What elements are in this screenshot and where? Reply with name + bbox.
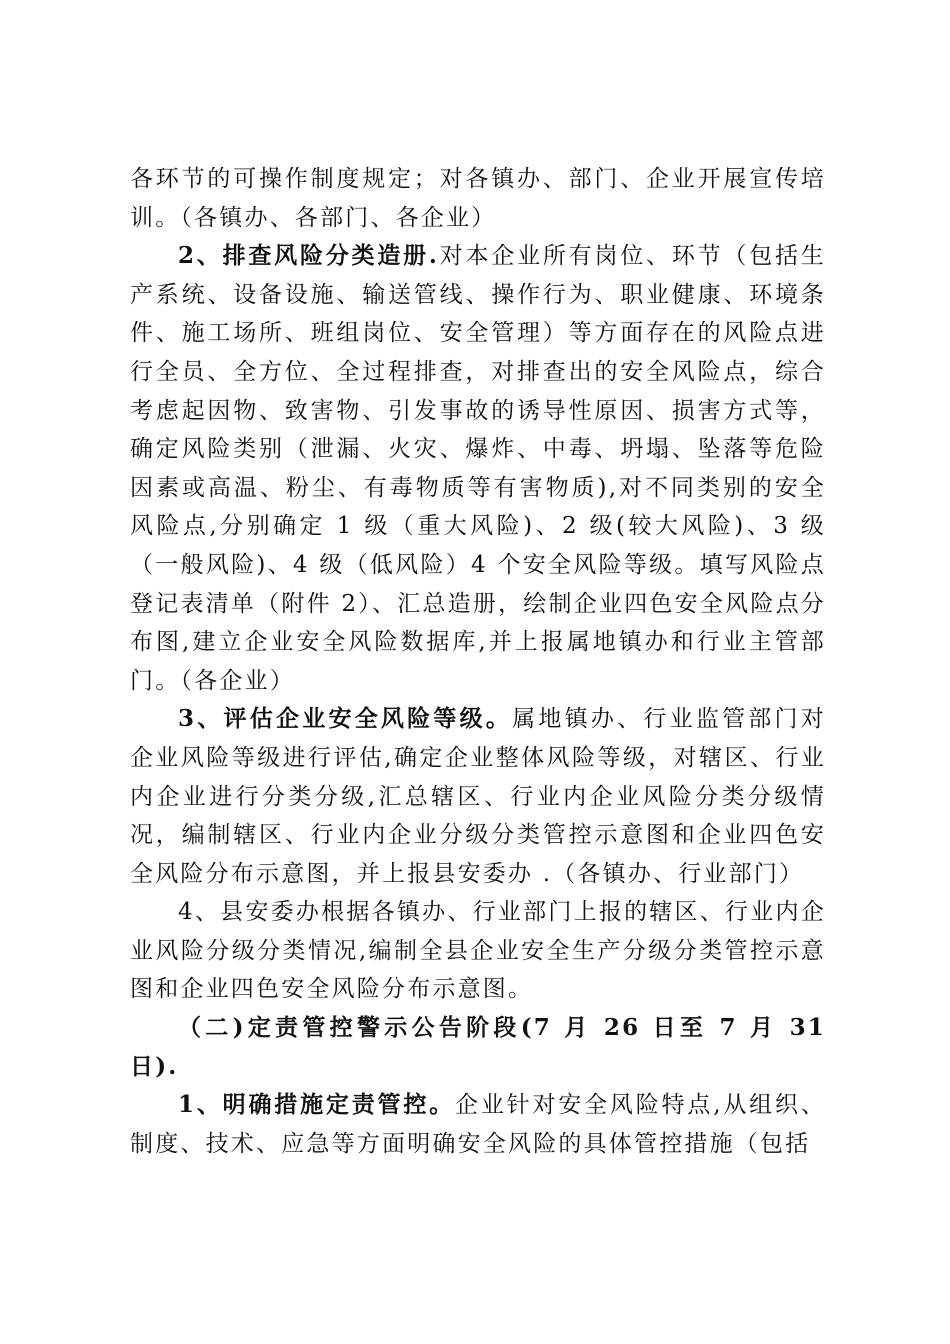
paragraph-item-2 [130, 237, 826, 700]
paragraph-heading: 1、明确措施定责管控。 [178, 1091, 456, 1119]
paragraph-text: 4、县安委办根据各镇办、行业部门上报的辖区、行业内企业风险分级分类情况,编制全县企业安全生产分级分类管控示意图和企业四色安全风险分布示意图。 [130, 899, 826, 1003]
paragraph-item-3 [130, 700, 826, 893]
paragraph-heading: 2、排查风险分类造册. [178, 242, 440, 270]
paragraph-heading: 3、评估企业安全风险等级。 [178, 705, 513, 733]
document-body [130, 160, 826, 1163]
paragraph-text: 对本企业所有岗位、环节（包括生产系统、设备设施、输送管线、操作行为、职业健康、环境条件、施工场所、班组岗位、安全管理）等方面存在的风险点进行全员、全方位、全过程排查，对排查出的安全风险点，综合考虑起因物、致害物、引发事故的诱导性原因、损害方式等，确定风险类别（泄漏、火灾、爆炸、中毒、坍塌、坠落等危险因素或高温、粉尘、有毒物质等有害物质),对不同类别的安全风险点,分别确定 1 级（重大风险)、2 级(较大风险)、3 级（一般风险)、4 级（低风险）4 个安全风险等级。填写风险点登记表清单（附件 2）、汇总造册，绘制企业四色安全风险点分布图,建立企业安全风险数据库,并上报属地镇办和行业主管部门。（各企业） [130, 243, 826, 694]
paragraph-text: 企业针对安全风险特点,从组织、制度、技术、应急等方面明确安全风险的具体管控措施（包括 [130, 1092, 826, 1157]
paragraph-continuation [130, 160, 826, 237]
paragraph-item-1 [130, 1086, 826, 1163]
paragraph-text: 属地镇办、行业监管部门对企业风险等级进行评估,确定企业整体风险等级，对辖区、行业内企业进行分类分级,汇总辖区、行业内企业风险分类分级情况，编制辖区、行业内企业分级分类管控示意图和企业四色安全风险分布示意图，并上报县安委办 .（各镇办、行业部门） [130, 706, 826, 887]
section-heading [130, 1009, 826, 1086]
section-heading-text: （二)定责管控警示公告阶段(7 月 26 日至 7 月 31 日). [130, 1014, 826, 1080]
paragraph-item-4 [130, 893, 826, 1009]
paragraph-text: 各环节的可操作制度规定；对各镇办、部门、企业开展宣传培训。（各镇办、各部门、各企业） [130, 166, 826, 231]
